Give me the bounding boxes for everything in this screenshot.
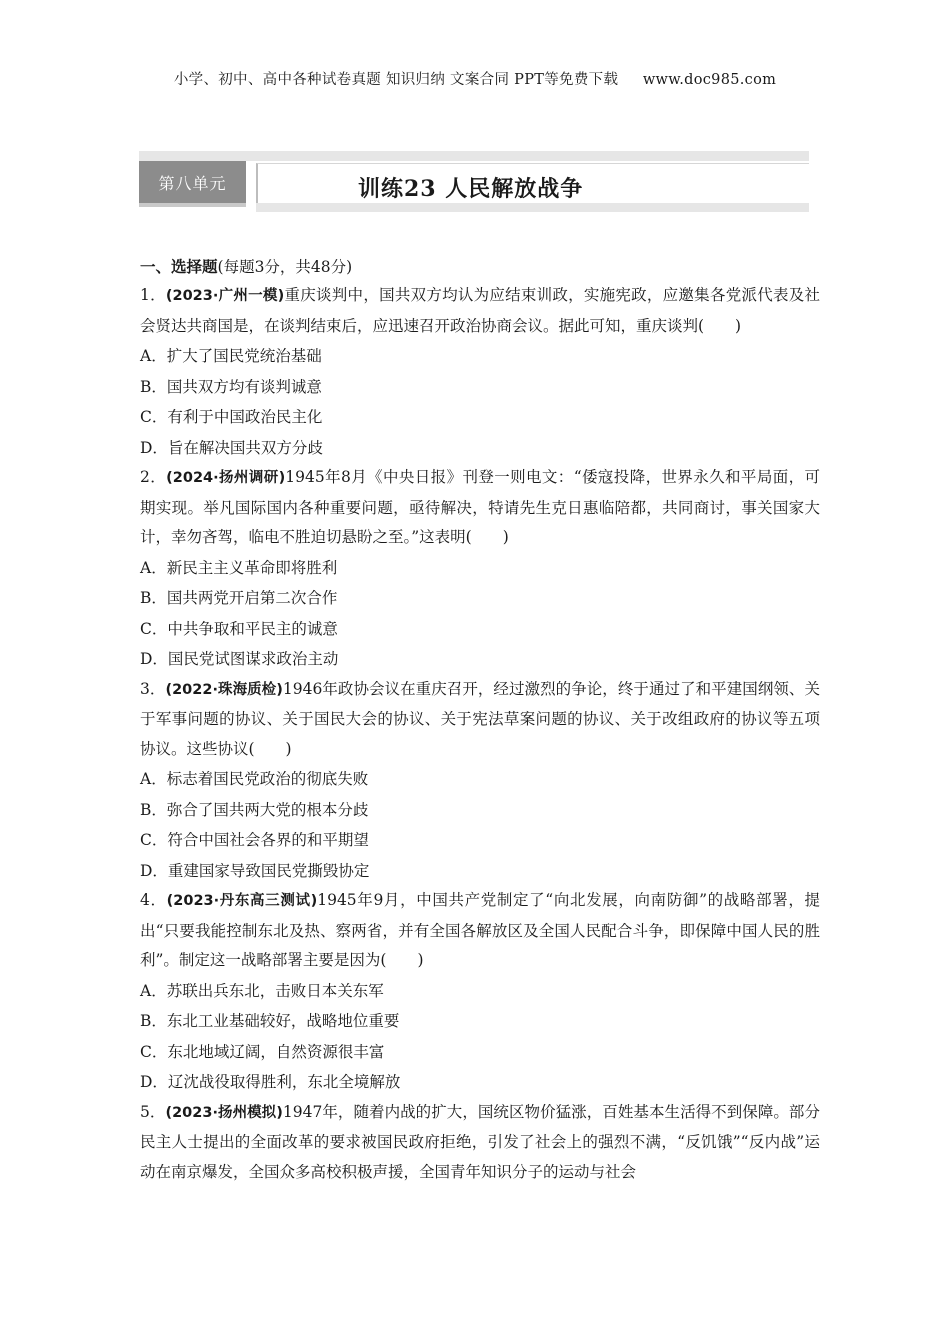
option-d[interactable]: D．旨在解决国共双方分歧 xyxy=(140,438,323,457)
question-5 xyxy=(140,1098,820,1188)
option-d[interactable]: D．国民党试图谋求政治主动 xyxy=(140,650,339,668)
option-b[interactable]: B．弥合了国共两大党的根本分歧 xyxy=(140,800,369,819)
question-source: (2022·珠海质检) xyxy=(165,681,283,698)
option-a[interactable]: A．标志着国民党政治的彻底失败 xyxy=(140,770,369,788)
questions xyxy=(140,281,820,1187)
question-stem: 1947年，随着内战的扩大，国统区物价猛涨，百姓基本生活得不到保障。部分民主人士提出的全面改革的要求被国民政府拒绝，引发了社会上的强烈不满，“反饥饿”“反内战”运动在南京爆发，全国众多高校积极声援，全国青年知识分子的运动与社会 xyxy=(140,1102,820,1181)
section-heading xyxy=(140,253,820,281)
question-source: (2023·扬州模拟) xyxy=(165,1104,283,1121)
unit-label: 第八单元 xyxy=(139,161,246,207)
question-number: 2． xyxy=(140,468,167,486)
section-title: 一、选择题 xyxy=(140,257,218,276)
question-stem: 1945年9月，中国共产党制定了“向北发展，向南防御”的战略部署，提出“只要我能控制东北及热、察两省，并有全国各解放区及全国人民配合斗争，即保障中国人民的胜利”。制定这一战略部署主要是因为( ) xyxy=(140,891,820,969)
banner-top-band xyxy=(139,151,809,161)
question-number: 1． xyxy=(140,286,166,304)
option-b[interactable]: B．国共两党开启第二次合作 xyxy=(140,589,338,607)
option-a[interactable]: A．扩大了国民党统治基础 xyxy=(140,347,322,365)
question-3 xyxy=(140,675,820,765)
question-number: 4． xyxy=(140,891,167,909)
question-stem: 1945年8月《中央日报》刊登一则电文：“倭寇投降，世界永久和平局面，可期实现。举凡国际国内各种重要问题，亟待解决，特请先生克日惠临陪都，共同商讨，事关国家大计，幸勿吝驾，临电不胜迫切悬盼之至。”这表明( ) xyxy=(140,468,820,546)
option-c[interactable]: C．有利于中国政治民主化 xyxy=(140,408,323,426)
option-d[interactable]: D．辽沈战役取得胜利，东北全境解放 xyxy=(140,1073,401,1091)
question-stem: 重庆谈判中，国共双方均认为应结束训政，实施宪政，应邀集各党派代表及社会贤达共商国是，在谈判结束后，应迅速召开政治协商会议。据此可知，重庆谈判( ) xyxy=(140,286,820,335)
question-source: (2024·扬州调研) xyxy=(166,470,286,486)
section-note: (每题3分，共48分) xyxy=(217,258,353,276)
question-stem: 1946年政协会议在重庆召开，经过激烈的争论，终于通过了和平建国纲领、关于军事问题的协议、关于国民大会的协议、关于宪法草案问题的协议、关于改组政府的协议等五项协议。这些协议( ) xyxy=(140,679,820,758)
option-c[interactable]: C．中共争取和平民主的诚意 xyxy=(140,619,338,638)
site-url[interactable]: www.doc985.com xyxy=(642,72,777,88)
option-c[interactable]: C．东北地域辽阔，自然资源很丰富 xyxy=(140,1042,385,1061)
page-title: 训练23 人民解放战争 xyxy=(358,176,584,202)
option-b[interactable]: B．东北工业基础较好，战略地位重要 xyxy=(140,1012,400,1030)
option-a[interactable]: A．新民主主义革命即将胜利 xyxy=(140,558,338,577)
question-list xyxy=(140,253,820,1187)
option-c[interactable]: C．符合中国社会各界的和平期望 xyxy=(140,831,369,849)
question-2 xyxy=(140,463,820,553)
question-4 xyxy=(140,886,820,976)
question-source: (2023·广州一模) xyxy=(165,288,285,304)
question-number: 3． xyxy=(140,679,166,698)
option-b[interactable]: B．国共双方均有谈判诚意 xyxy=(140,377,322,396)
question-number: 5． xyxy=(140,1102,166,1121)
site-header xyxy=(0,68,950,89)
question-1 xyxy=(140,281,820,341)
question-source: (2023·丹东高三测试) xyxy=(166,893,318,909)
option-d[interactable]: D．重建国家导致国民党撕毁协定 xyxy=(140,861,370,880)
option-a[interactable]: A．苏联出兵东北，击败日本关东军 xyxy=(140,981,384,1000)
banner-bottom-band xyxy=(256,203,809,212)
site-header-text: 小学、初中、高中各种试卷真题 知识归纳 文案合同 PPT等免费下载 xyxy=(173,72,619,88)
